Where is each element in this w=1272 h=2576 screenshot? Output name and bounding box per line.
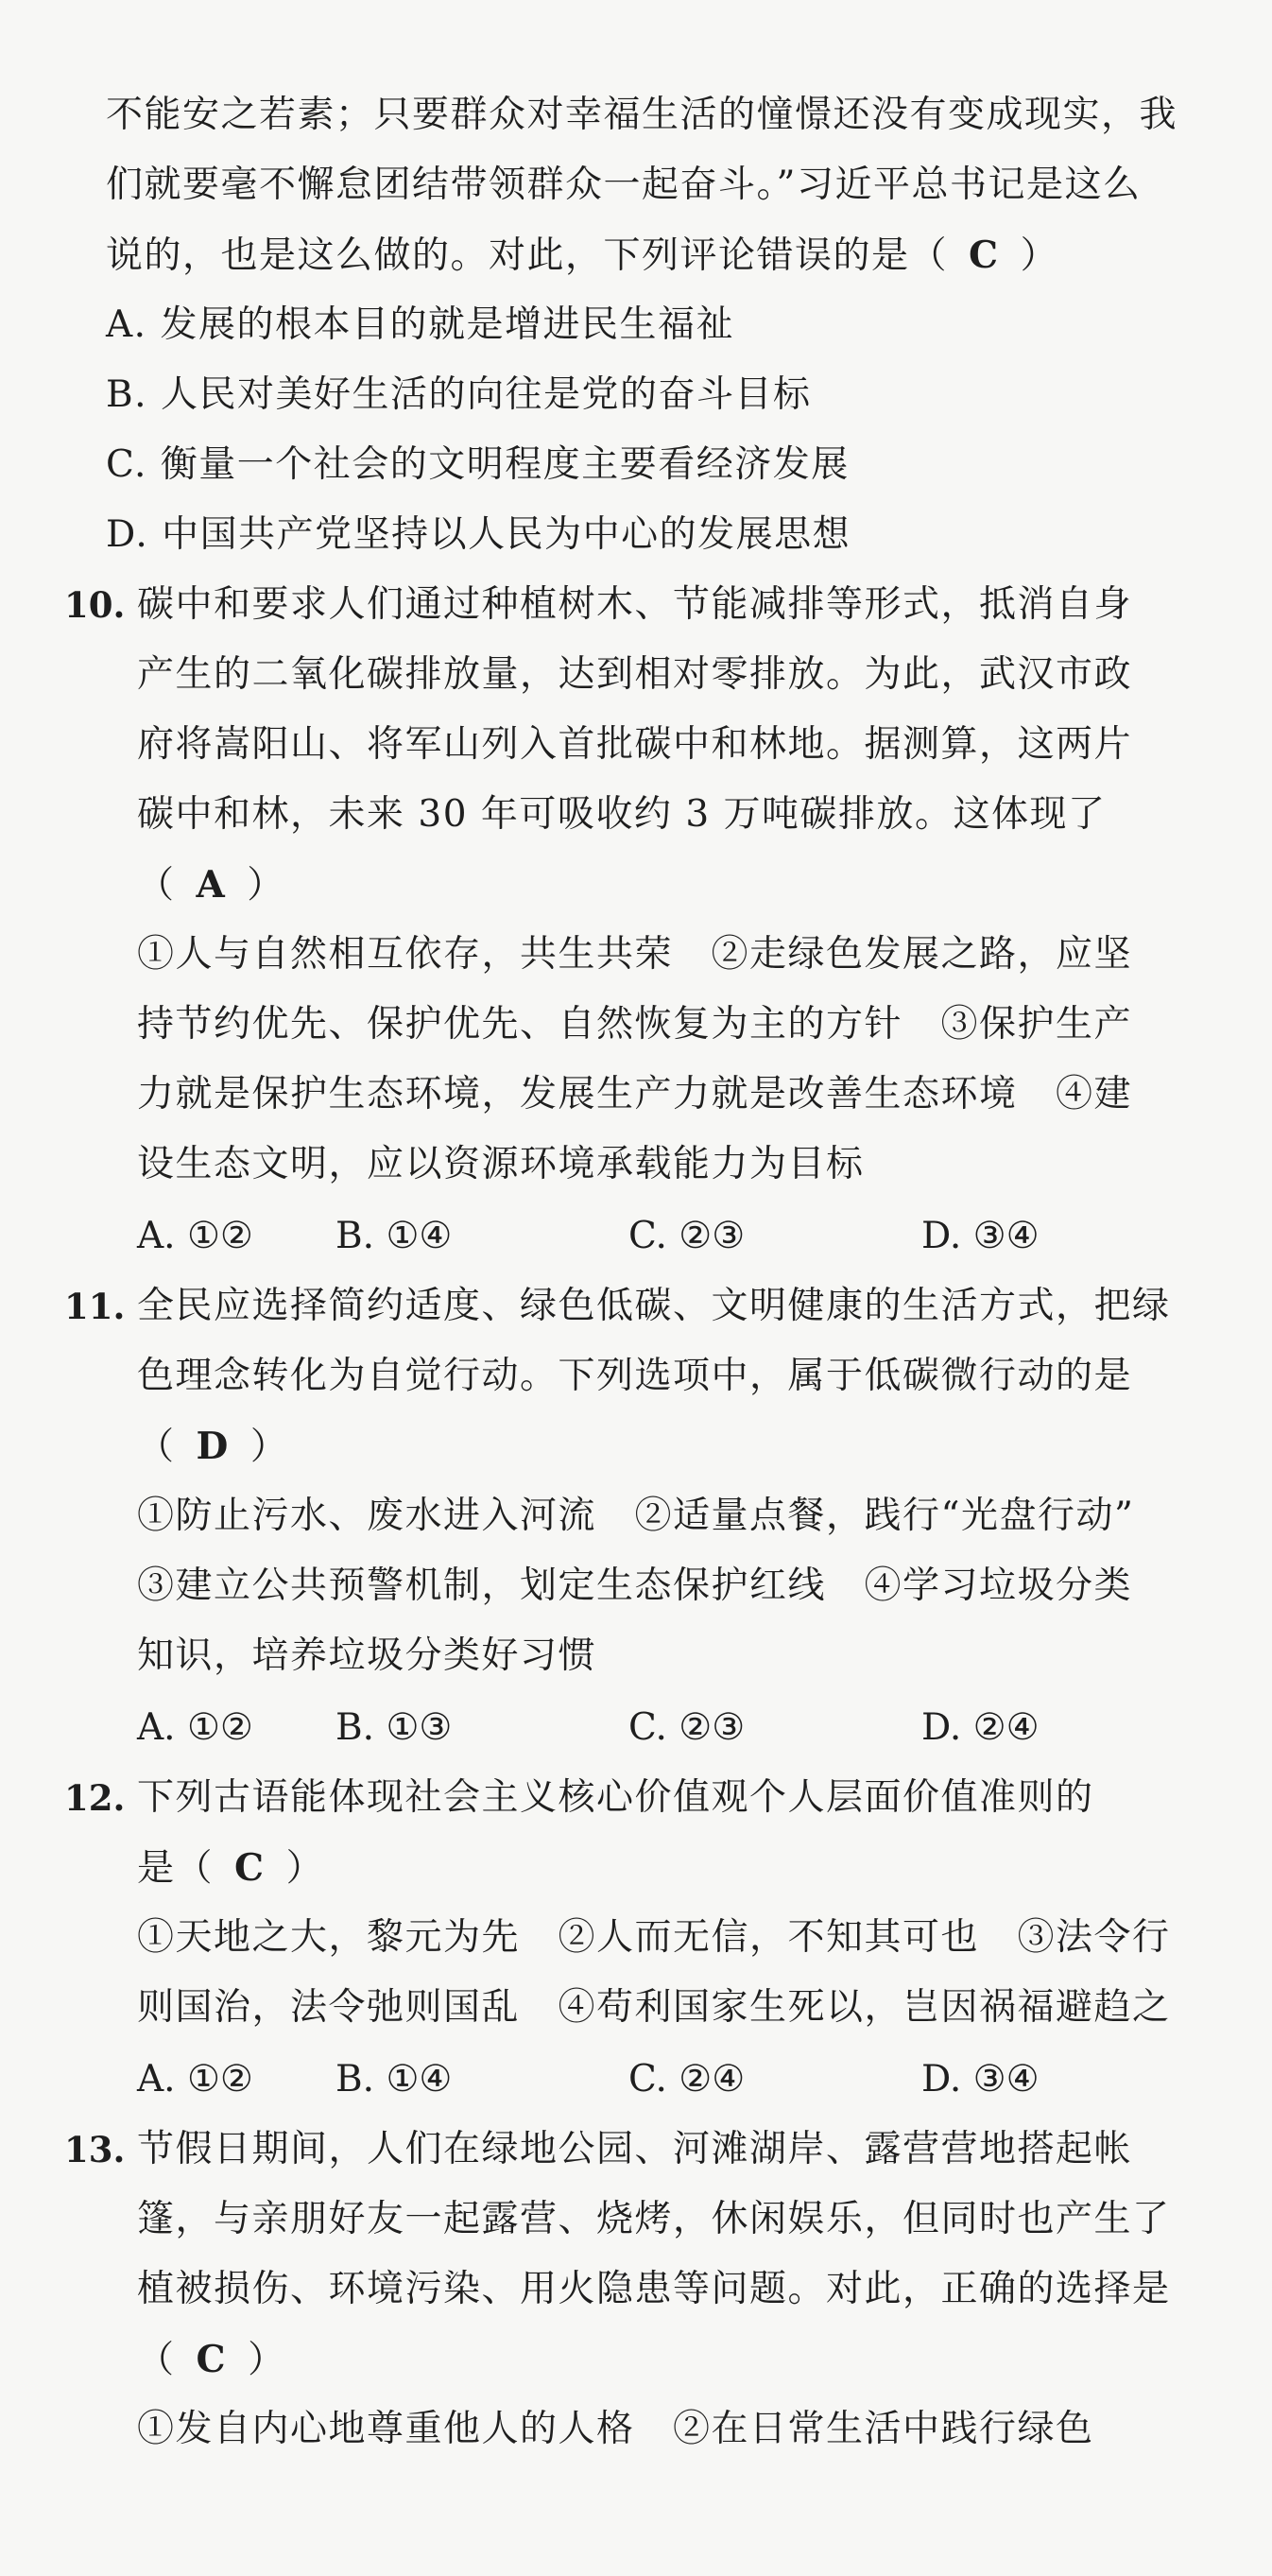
q13-answer: C bbox=[196, 2338, 228, 2381]
q12-choice-d: D. ③④ bbox=[921, 2058, 1040, 2101]
q9-option-c: C. 衡量一个社会的文明程度主要看经济发展 bbox=[106, 443, 850, 486]
q13-stem-line-3: 植被损伤、环境污染、用火隐患等问题。对此，正确的选择是 bbox=[137, 2268, 1171, 2310]
q10-choice-b: B. ①④ bbox=[335, 1215, 453, 1257]
q11-paren-open: （ bbox=[137, 1426, 176, 1468]
q12-choice-a: A. ①② bbox=[137, 2058, 253, 2101]
q10-stem-line-1: 碳中和要求人们通过种植树木、节能减排等形式，抵消自身 bbox=[137, 583, 1133, 626]
q10-statement-line-4: 设生态文明，应以资源环境承载能力为目标 bbox=[137, 1143, 865, 1185]
q11-statement-line-1: ①防止污水、废水进入河流 ②适量点餐，践行“光盘行动” bbox=[137, 1495, 1135, 1537]
q12-stem-line-2 bbox=[137, 1843, 324, 1893]
q11-choice-a: A. ①② bbox=[137, 1706, 253, 1749]
q13-stem-line-1: 节假日期间，人们在绿地公园、河滩湖岸、露营营地搭起帐 bbox=[137, 2128, 1133, 2170]
q10-stem-line-4: 碳中和林，未来 30 年可吸收约 3 万吨碳排放。这体现了 bbox=[137, 793, 1107, 836]
q13-statement-line-1: ①发自内心地尊重他人的人格 ②在日常生活中践行绿色 bbox=[137, 2408, 1094, 2450]
q9-paren-close: ） bbox=[1020, 234, 1059, 277]
q12-number: 12. bbox=[64, 1777, 126, 1819]
q10-stem-line-2: 产生的二氧化碳排放量，达到相对零排放。为此，武汉市政 bbox=[137, 653, 1133, 696]
q12-paren-close: ） bbox=[285, 1847, 325, 1890]
q12-answer: C bbox=[234, 1846, 266, 1890]
q10-answer: A bbox=[196, 863, 227, 907]
q9-option-d: D. 中国共产党坚持以人民为中心的发展思想 bbox=[106, 513, 851, 556]
q13-paren-open: （ bbox=[137, 2339, 176, 2381]
q10-statement-line-3: 力就是保护生态环境，发展生产力就是改善生态环境 ④建 bbox=[137, 1073, 1133, 1115]
q9-stem-line-2: 们就要毫不懈怠团结带领群众一起奋斗。”习近平总书记是这么 bbox=[106, 164, 1142, 206]
q9-paren-open: （ bbox=[909, 234, 949, 277]
q10-statement-line-2: 持节约优先、保护优先、自然恢复为主的方针 ③保护生产 bbox=[137, 1003, 1133, 1046]
q9-answer: C bbox=[969, 233, 1000, 277]
q11-statement-line-3: 知识，培养垃圾分类好习惯 bbox=[137, 1634, 597, 1677]
q11-choice-c: C. ②③ bbox=[628, 1706, 746, 1749]
q9-stem-line-3 bbox=[106, 231, 1058, 281]
q11-paren-close: ） bbox=[249, 1426, 289, 1468]
q10-stem-line-3: 府将嵩阳山、将军山列入首批碳中和林地。据测算，这两片 bbox=[137, 723, 1133, 766]
q10-number: 10. bbox=[64, 584, 126, 626]
q10-choice-c: C. ②③ bbox=[628, 1215, 746, 1257]
q13-answer-line bbox=[137, 2335, 286, 2385]
q11-choice-b: B. ①③ bbox=[335, 1706, 453, 1749]
q10-statement-line-1: ①人与自然相互依存，共生共荣 ②走绿色发展之路，应坚 bbox=[137, 933, 1133, 976]
q10-choice-d: D. ③④ bbox=[921, 1215, 1040, 1257]
q13-paren-close: ） bbox=[248, 2339, 286, 2381]
q12-stem-line-1: 下列古语能体现社会主义核心价值观个人层面价值准则的 bbox=[137, 1776, 1094, 1819]
q11-answer-line bbox=[137, 1422, 288, 1472]
q9-stem-line-1: 不能安之若素；只要群众对幸福生活的憧憬还没有变成现实，我 bbox=[106, 94, 1178, 136]
q12-statement-line-1: ①天地之大，黎元为先 ②人而无信，不知其可也 ③法令行 bbox=[137, 1916, 1171, 1959]
q13-stem-line-2: 篷，与亲朋好友一起露营、烧烤，休闲娱乐，但同时也产生了 bbox=[137, 2198, 1171, 2240]
q12-paren-open: （ bbox=[175, 1847, 215, 1890]
q11-answer: D bbox=[196, 1425, 230, 1468]
q12-choice-c: C. ②④ bbox=[628, 2058, 746, 2101]
q11-statement-line-2: ③建立公共预警机制，划定生态保护红线 ④学习垃圾分类 bbox=[137, 1565, 1133, 1607]
q10-paren-close: ） bbox=[247, 864, 285, 907]
q9-stem-end: 说的，也是这么做的。对此，下列评论错误的是 bbox=[106, 234, 910, 277]
q12-stem-end: 是 bbox=[137, 1847, 176, 1890]
q12-choice-b: B. ①④ bbox=[335, 2058, 453, 2101]
q10-answer-line bbox=[137, 860, 285, 910]
q11-stem-line-2: 色理念转化为自觉行动。下列选项中，属于低碳微行动的是 bbox=[137, 1355, 1133, 1397]
q12-statement-line-2: 则国治，法令弛则国乱 ④苟利国家生死以，岂因祸福避趋之 bbox=[137, 1986, 1171, 2029]
q10-choice-a: A. ①② bbox=[137, 1215, 253, 1257]
q10-paren-open: （ bbox=[137, 864, 176, 907]
q9-option-a: A. 发展的根本目的就是增进民生福祉 bbox=[106, 303, 734, 346]
q11-number: 11. bbox=[64, 1286, 126, 1327]
q13-number: 13. bbox=[64, 2129, 126, 2170]
q11-choice-d: D. ②④ bbox=[921, 1706, 1040, 1749]
q11-stem-line-1: 全民应选择简约适度、绿色低碳、文明健康的生活方式，把绿 bbox=[137, 1285, 1171, 1327]
q9-option-b: B. 人民对美好生活的向往是党的奋斗目标 bbox=[106, 373, 812, 416]
